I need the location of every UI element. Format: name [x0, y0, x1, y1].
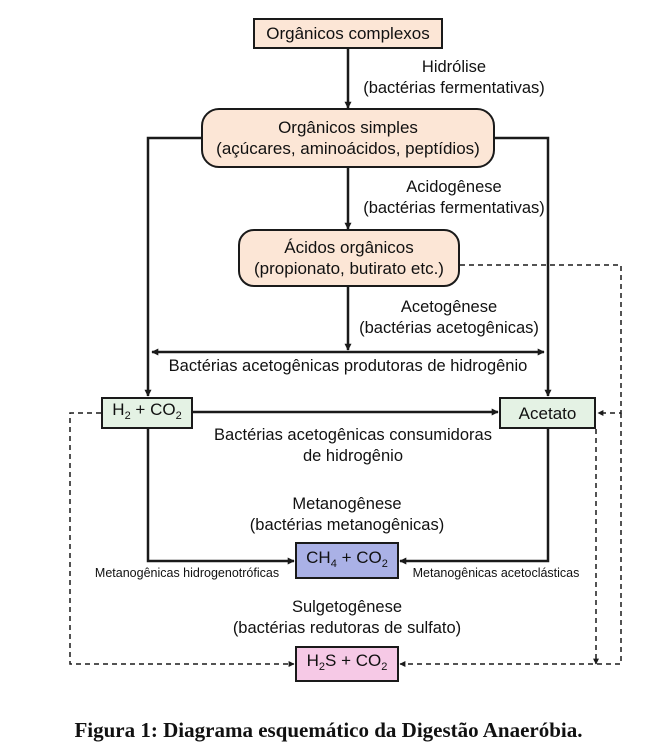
node-acidos-organicos-detail: (propionato, butirato etc.) — [254, 259, 444, 278]
label-acetoclasticas: Metanogênicas acetoclásticas — [412, 566, 580, 580]
label-consumidoras: Bactérias acetogênicas consumidoras de hidrogênio — [214, 426, 492, 465]
node-organicos-simples-detail: (açúcares, aminoácidos, peptídios) — [216, 139, 480, 158]
node-h2s-co2-formula: $H_2S + CO_2$ — [306, 651, 388, 673]
label-metanogenese: Metanogênese (bactérias metanogênicas) — [249, 495, 445, 534]
label-acidogenese: Acidogênese (bactérias fermentativas) — [363, 178, 545, 217]
label-produtoras: Bactérias acetogênicas produtoras de hidrogênio — [168, 357, 528, 375]
label-sulfetogenese: Sulgetogênese (bactérias redutoras de sulfato) — [232, 598, 462, 637]
node-acidos-organicos-title: Ácidos orgânicos — [284, 238, 414, 257]
label-hidrolise: Hidrólise (bactérias fermentativas) — [363, 58, 545, 97]
node-h2-co2-formula: $H_2 + CO_2$ — [112, 400, 182, 422]
node-organicos-complexos-label: Orgânicos complexos — [266, 24, 430, 43]
node-ch4-co2 — [295, 542, 399, 579]
dashed-acidos-to-acetato — [460, 265, 621, 413]
node-acetato-label: Acetato — [518, 403, 577, 423]
node-acidos-organicos — [238, 229, 460, 287]
node-organicos-complexos — [253, 18, 443, 49]
node-ch4-co2-formula: $CH_4 + CO_2$ — [306, 547, 388, 570]
node-organicos-simples — [201, 108, 495, 168]
node-h2s-co2 — [295, 646, 399, 682]
figure-caption: Figura 1: Diagrama esquemático da Digestão Anaeróbia. — [74, 718, 583, 742]
node-organicos-simples-title: Orgânicos simples — [278, 118, 418, 137]
label-hidrogenotroficas: Metanogênicas hidrogenotróficas — [94, 566, 280, 580]
node-h2-co2 — [101, 397, 193, 429]
label-acetogenese: Acetogênese (bactérias acetogênicas) — [359, 298, 539, 337]
